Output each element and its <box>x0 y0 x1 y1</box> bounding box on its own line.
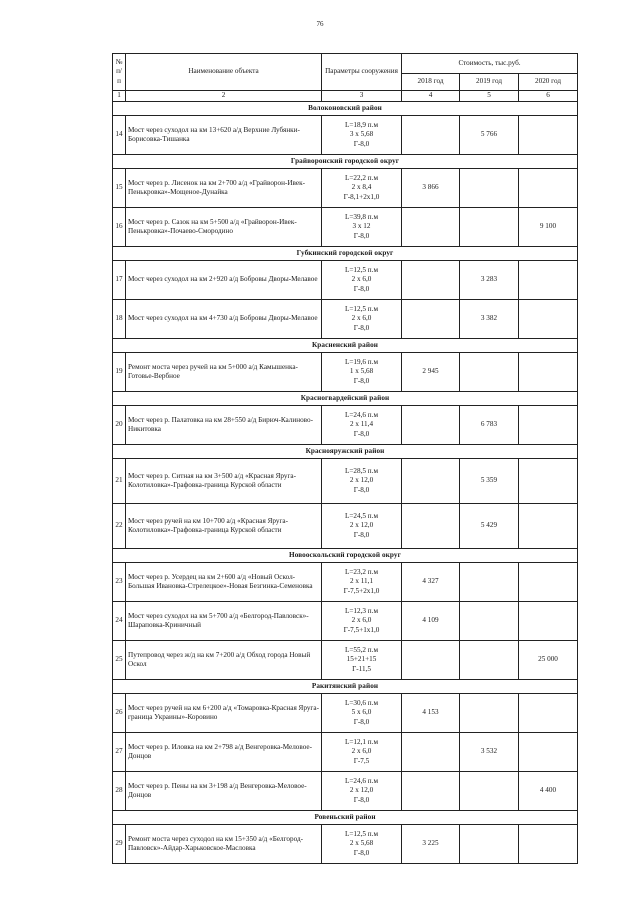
row-number: 27 <box>113 733 126 772</box>
param-line: Г-8,0 <box>353 717 370 726</box>
header-num: № п/п <box>113 54 126 91</box>
cost-2019 <box>460 694 519 733</box>
section-row <box>113 102 578 116</box>
cost-2019: 5 766 <box>460 116 519 155</box>
param-line: 2 х 6,0 <box>351 747 372 756</box>
cost-2019: 5 359 <box>460 459 519 504</box>
table-row <box>113 733 578 772</box>
cost-2019: 6 783 <box>460 406 519 445</box>
object-name: Мост через суходол на км 4+730 а/д Бобровы Дворы-Мелавое <box>126 300 322 339</box>
object-name: Ремонт моста через ручей на км 5+000 а/д Камышенка-Готовье-Вербное <box>126 353 322 392</box>
object-name: Мост через р. Палатовка на км 28+550 а/д Бирюч-Калиново-Никитовка <box>126 406 322 445</box>
header-cost: Стоимость, тыс.руб. <box>402 54 578 74</box>
param-line: Г-7,5+1х1,0 <box>343 625 380 634</box>
param-line: 2 х 8,4 <box>351 183 372 192</box>
cost-2018: 3 225 <box>402 825 460 864</box>
table-row <box>113 504 578 549</box>
cost-2020 <box>519 353 578 392</box>
section-row <box>113 680 578 694</box>
param-line: Г-11,5 <box>352 664 371 673</box>
param-line: Г-8,0 <box>353 530 370 539</box>
section-title: Краснояружский район <box>113 445 578 459</box>
structure-params <box>322 825 402 864</box>
param-line: Г-7,5+2х1,0 <box>343 586 380 595</box>
table-row <box>113 169 578 208</box>
param-line: Г-8,0 <box>353 139 370 148</box>
cost-2018 <box>402 504 460 549</box>
param-line: Г-8,0 <box>353 376 370 385</box>
row-number: 24 <box>113 602 126 641</box>
row-number: 23 <box>113 563 126 602</box>
table-row <box>113 602 578 641</box>
cost-2020 <box>519 694 578 733</box>
param-line: 2 х 12,0 <box>349 521 374 530</box>
object-name: Мост через р. Иловка на км 2+798 а/д Венгеровка-Меловое-Донцов <box>126 733 322 772</box>
param-line: L=24,6 п.м <box>344 776 378 785</box>
param-line: L=22,2 п.м <box>344 173 378 182</box>
param-line: 2 х 5,68 <box>349 839 374 848</box>
param-line: 2 х 6,0 <box>351 616 372 625</box>
row-number: 17 <box>113 261 126 300</box>
param-line: Г-8,0 <box>353 284 370 293</box>
param-line: Г-8,0 <box>353 795 370 804</box>
colnum-2: 2 <box>126 91 322 102</box>
table-row <box>113 825 578 864</box>
section-title: Грайворонский городской округ <box>113 155 578 169</box>
object-name: Мост через ручей на км 10+700 а/д «Красная Яруга-Колотиловка»-Графовка-граница Курской области <box>126 504 322 549</box>
header-year-2019: 2019 год <box>460 74 519 91</box>
table-row <box>113 459 578 504</box>
cost-2018 <box>402 772 460 811</box>
param-line: L=23,2 п.м <box>344 567 378 576</box>
param-line: L=12,5 п.м <box>344 304 378 313</box>
cost-2020 <box>519 261 578 300</box>
object-name: Мост через суходол на км 5+700 а/д «Белгород-Павловск»-Шараповка-Криничный <box>126 602 322 641</box>
cost-2018 <box>402 459 460 504</box>
structure-params <box>322 459 402 504</box>
param-line: Г-7,5 <box>353 756 370 765</box>
header-name: Наименование объекта <box>126 54 322 91</box>
section-row <box>113 247 578 261</box>
object-name: Мост через р. Усердец на км 2+600 а/д «Новый Оскол-Большая Ивановка-Стрелецкое»-Новая Безгинка-Семеновка <box>126 563 322 602</box>
cost-2019: 3 283 <box>460 261 519 300</box>
section-title: Красненский район <box>113 339 578 353</box>
section-row <box>113 155 578 169</box>
cost-2020: 25 000 <box>519 641 578 680</box>
param-line: L=55,2 п.м <box>344 645 378 654</box>
cost-2020 <box>519 300 578 339</box>
param-line: 2 х 12,0 <box>349 786 374 795</box>
table-row <box>113 406 578 445</box>
param-line: Г-8,0 <box>353 231 370 240</box>
object-name: Ремонт моста через суходол на км 15+350 а/д «Белгород-Павловск»-Айдар-Харьковское-Масловка <box>126 825 322 864</box>
param-line: Г-8,1+2х1,0 <box>343 192 380 201</box>
row-number: 20 <box>113 406 126 445</box>
cost-2018: 4 109 <box>402 602 460 641</box>
section-row <box>113 392 578 406</box>
cost-2018: 4 153 <box>402 694 460 733</box>
structure-params <box>322 694 402 733</box>
cost-2019 <box>460 602 519 641</box>
param-line: 2 х 12,0 <box>349 476 374 485</box>
section-title: Губкинский городской округ <box>113 247 578 261</box>
cost-2020 <box>519 563 578 602</box>
row-number: 18 <box>113 300 126 339</box>
objects-table <box>112 53 578 864</box>
table-row <box>113 641 578 680</box>
colnum-6: 6 <box>519 91 578 102</box>
cost-2019 <box>460 353 519 392</box>
header-params: Параметры сооружения <box>322 54 402 91</box>
cost-2018 <box>402 261 460 300</box>
cost-2020 <box>519 116 578 155</box>
section-row <box>113 811 578 825</box>
object-name: Мост через р. Ситная на км 3+500 а/д «Красная Яруга-Колотиловка»-Графовка-граница Курской области <box>126 459 322 504</box>
structure-params <box>322 772 402 811</box>
param-line: 2 х 11,1 <box>349 577 374 586</box>
table-body <box>113 102 578 864</box>
colnum-5: 5 <box>460 91 519 102</box>
cost-2018 <box>402 116 460 155</box>
structure-params <box>322 641 402 680</box>
section-title: Волоконовский район <box>113 102 578 116</box>
param-line: 3 х 12 <box>352 222 371 231</box>
table-row <box>113 563 578 602</box>
structure-params <box>322 169 402 208</box>
cost-2019 <box>460 169 519 208</box>
row-number: 25 <box>113 641 126 680</box>
param-line: L=12,3 п.м <box>344 606 378 615</box>
param-line: L=24,5 п.м <box>344 511 378 520</box>
object-name: Мост через суходол на км 13+620 а/д Верхние Лубянки-Борисовка-Тишанка <box>126 116 322 155</box>
section-title: Красногвардейский район <box>113 392 578 406</box>
cost-2020 <box>519 459 578 504</box>
param-line: Г-8,0 <box>353 848 370 857</box>
row-number: 19 <box>113 353 126 392</box>
row-number: 16 <box>113 208 126 247</box>
object-name: Мост через р. Пены на км 3+198 а/д Венгеровка-Меловое-Донцов <box>126 772 322 811</box>
colnum-4: 4 <box>402 91 460 102</box>
param-line: L=30,6 п.м <box>344 698 378 707</box>
param-line: L=18,9 п.м <box>344 120 378 129</box>
param-line: Г-8,0 <box>353 323 370 332</box>
cost-2018: 2 945 <box>402 353 460 392</box>
row-number: 22 <box>113 504 126 549</box>
page-number: 76 <box>316 20 324 28</box>
section-row <box>113 445 578 459</box>
row-number: 21 <box>113 459 126 504</box>
cost-2020 <box>519 602 578 641</box>
param-line: L=28,5 п.м <box>344 466 378 475</box>
structure-params <box>322 563 402 602</box>
param-line: Г-8,0 <box>353 485 370 494</box>
cost-2018 <box>402 733 460 772</box>
cost-2020 <box>519 504 578 549</box>
cost-2018 <box>402 300 460 339</box>
section-title: Ровеньский район <box>113 811 578 825</box>
row-number: 26 <box>113 694 126 733</box>
object-name: Мост через р. Сазок на км 5+500 а/д «Грайворон-Ивек-Пенькровка»-Почаево-Смородино <box>126 208 322 247</box>
table-row <box>113 694 578 733</box>
cost-2019: 3 532 <box>460 733 519 772</box>
structure-params <box>322 353 402 392</box>
param-line: 5 х 6,0 <box>351 708 372 717</box>
cost-2020: 9 100 <box>519 208 578 247</box>
param-line: 1 х 5,68 <box>349 367 374 376</box>
object-name: Путепровод через ж/д на км 7+200 а/д Обход города Новый Оскол <box>126 641 322 680</box>
cost-2020 <box>519 406 578 445</box>
param-line: L=12,5 п.м <box>344 829 378 838</box>
structure-params <box>322 504 402 549</box>
structure-params <box>322 406 402 445</box>
table-row <box>113 300 578 339</box>
cost-2020: 4 400 <box>519 772 578 811</box>
header-year-2020: 2020 год <box>519 74 578 91</box>
colnum-1: 1 <box>113 91 126 102</box>
row-number: 28 <box>113 772 126 811</box>
row-number: 15 <box>113 169 126 208</box>
structure-params <box>322 602 402 641</box>
table-row <box>113 116 578 155</box>
section-title: Новооскольский городской округ <box>113 549 578 563</box>
cost-2018 <box>402 641 460 680</box>
structure-params <box>322 208 402 247</box>
cost-2019 <box>460 208 519 247</box>
cost-2018: 3 866 <box>402 169 460 208</box>
structure-params <box>322 261 402 300</box>
cost-2018 <box>402 208 460 247</box>
param-line: 15+21+15 <box>346 655 377 664</box>
section-title: Ракитянский район <box>113 680 578 694</box>
row-number: 14 <box>113 116 126 155</box>
header-year-2018: 2018 год <box>402 74 460 91</box>
param-line: 3 х 5,68 <box>349 130 374 139</box>
cost-2019 <box>460 563 519 602</box>
param-line: 2 х 11,4 <box>349 420 374 429</box>
cost-2020 <box>519 169 578 208</box>
section-row <box>113 549 578 563</box>
structure-params <box>322 116 402 155</box>
table-row <box>113 261 578 300</box>
cost-2019 <box>460 772 519 811</box>
param-line: 2 х 6,0 <box>351 314 372 323</box>
object-name: Мост через ручей на км 6+200 а/д «Томаровка-Красная Яруга-граница Украины»-Коровино <box>126 694 322 733</box>
structure-params <box>322 300 402 339</box>
param-line: L=39,8 п.м <box>344 212 378 221</box>
param-line: 2 х 6,0 <box>351 275 372 284</box>
row-number: 29 <box>113 825 126 864</box>
param-line: L=19,6 п.м <box>344 357 378 366</box>
cost-2020 <box>519 825 578 864</box>
param-line: L=12,5 п.м <box>344 265 378 274</box>
colnum-3: 3 <box>322 91 402 102</box>
param-line: L=24,6 п.м <box>344 410 378 419</box>
cost-2018 <box>402 406 460 445</box>
param-line: Г-8,0 <box>353 429 370 438</box>
object-name: Мост через р. Лисенок на км 2+700 а/д «Грайворон-Ивек-Пенькровка»-Мощеное-Дунайка <box>126 169 322 208</box>
cost-2019 <box>460 641 519 680</box>
param-line: L=12,1 п.м <box>344 737 378 746</box>
cost-2018: 4 327 <box>402 563 460 602</box>
table-row <box>113 772 578 811</box>
cost-2019: 5 429 <box>460 504 519 549</box>
table-row <box>113 353 578 392</box>
cost-2019 <box>460 825 519 864</box>
cost-2020 <box>519 733 578 772</box>
cost-2019: 3 382 <box>460 300 519 339</box>
object-name: Мост через суходол на км 2+920 а/д Бобровы Дворы-Мелавое <box>126 261 322 300</box>
structure-params <box>322 733 402 772</box>
section-row <box>113 339 578 353</box>
table-row <box>113 208 578 247</box>
